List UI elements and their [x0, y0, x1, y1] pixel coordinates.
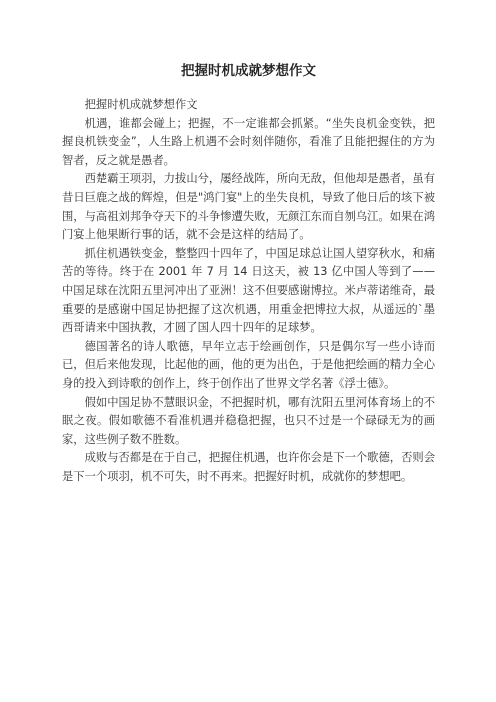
- paragraph-6: 假如中国足协不慧眼识金，不把握时机，哪有沈阳五里河体育场上的不眠之夜。假如歌德不看准机遇并稳稳把握，也只不过是一个碌碌无为的画家，这些例子数不胜数。: [62, 395, 435, 446]
- paragraph-7: 成败与否都是在于自己，把握住机遇，也许你会是下一个歌德，否则会是下一个项羽，机不可失，时不再来。把握好时机，成就你的梦想吧。: [62, 451, 435, 483]
- document-page: [62, 62, 435, 486]
- paragraph-3: 西楚霸王项羽，力拔山兮，屡经战阵，所向无敌，但他却是愚者，虽有昔日巨鹿之战的辉煌，但是"鸿门宴"上的坐失良机，导致了他日后的垓下被围，与高祖刘邦争夺天下的斗争惨遭失败，无颜江东而自刎乌江。如果在鸿门宴上他果断行事的话，就不会是这样的结局了。: [62, 172, 435, 242]
- paragraph-5: 德国著名的诗人歌德，早年立志于绘画创作，只是偶尔写一些小诗而已，但后来他发现，比起他的画，他的更为出色，于是他把绘画的精力全心身的投入到诗歌的创作上，终于创作出了世界文学名著《浮士德》。: [62, 339, 435, 390]
- paragraph-1: 把握时机成就梦想作文: [84, 98, 198, 111]
- document-title: 把握时机成就梦想作文: [181, 63, 316, 79]
- paragraph-2: 机遇，谁都会碰上；把握，不一定谁都会抓紧。“坐失良机金变铁，把握良机铁变金”，人生路上机遇不会时刻伴随你，看准了且能把握住的方为智者，反之就是愚者。: [62, 116, 435, 167]
- paragraph-4: 抓住机遇铁变金，整整四十四年了，中国足球总让国人望穿秋水，和痛苦的等待。终于在 2001 年 7 月 14 日这天，被 13 亿中国人等到了——中国足球在沈阳五里河冲出了亚洲！这不但要感谢博拉。米卢蒂诺维奇，最重要的是感谢中国足协把握了这次机遇，用重金把博拉大叔，从遥远的`墨西哥请来中国执教，才圆了国人四十四年的足球梦。: [62, 246, 435, 335]
